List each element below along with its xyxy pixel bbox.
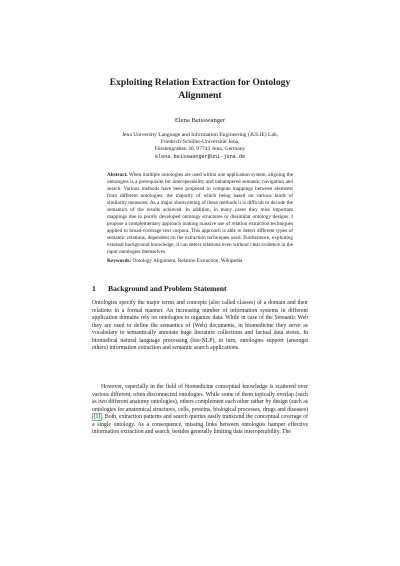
body-paragraph-2 [92, 384, 308, 437]
abstract-label: Abstract. [107, 172, 128, 178]
paragraph-2-text-end: . Both, extraction patterns and search queries easily transcend the conceptual coverage of a single ontology. As a consequence, missing links between ontologies hamper effective information extraction and search, besides generally limiting data interoperability. The [92, 414, 308, 436]
section-number: 1 [92, 284, 96, 293]
keywords-text: Ontology Alignment, Relation Extraction, Wikipedia [132, 258, 243, 264]
author-email[interactable]: elena.beisswanger@uni-jena.de [154, 153, 246, 160]
title-line-1: Exploiting Relation Extraction for Ontology [109, 77, 291, 88]
keywords [107, 258, 307, 265]
paragraph-2-text-start: However, especially in the field of biomedicine conceptual knowledge is scattered over various different, often disconnected ontologies. While some of them topically overlap (such as two different anatomy ontologies), others complement each other rather by design (such as ontologies for anatomical structures, cells, proteins, biological processes, drugs and diseases) [92, 384, 308, 413]
affiliation-line-2: Friedrich-Schiller-Universität Jena, [160, 139, 240, 146]
abstract-text: When multiple ontologies are used within one application system, aligning the ontologies is a prerequisite for interoperability and unhampered semantic navigation and search. Various methods have been proposed to compute mappings between elements from different ontologies, the majority of which being based on various kinds of similarity measures. As a major shortcoming of these methods it is difficult to decode the semantics of the results achieved. In addition, in many cases they miss important mappings due to poorly developed ontology structures or dissimilar ontology designs. I propose a complementary approach making massive use of relation extraction techniques applied to broad-coverage text corpora. This approach is able to detect different types of semantic relations, dependent on the extraction techniques used. Furthermore, exploiting external background knowledge, it can detect relations even without clear evidence in the input ontologies themselves. [107, 172, 293, 255]
author-name: Elena Beisswanger [174, 117, 226, 124]
affiliation-line-3: Fürstengraben 30, 07743 Jena, Germany [154, 146, 246, 153]
title-line-2: Alignment [178, 90, 222, 101]
affiliation [60, 132, 340, 161]
paper-title [70, 76, 330, 102]
citation-link[interactable]: [1] [93, 414, 101, 421]
abstract [107, 172, 293, 256]
body-paragraph-1: Ontologies specify the major terms and concepts (also called classes) of a domain and their relations in a formal manner. An increasing number of information systems in different application domains rely on ontologies to organize data. While in case of the Semantic Web they are used to define the semantics of (Web) documents, in biomedicine they serve as vocabulary to semantically annotate huge literature collections and factual data stores. In biomedical natural language processing (bio-NLP), in turn, ontologies support (amongst others) information extraction and semantic search applications. [92, 300, 308, 352]
section-heading [92, 284, 227, 293]
affiliation-line-1: Jena University Language and Information Engineering (JULIE) Lab, [121, 132, 279, 138]
section-title: Background and Problem Statement [108, 284, 227, 293]
keywords-label: Keywords: [107, 258, 132, 264]
